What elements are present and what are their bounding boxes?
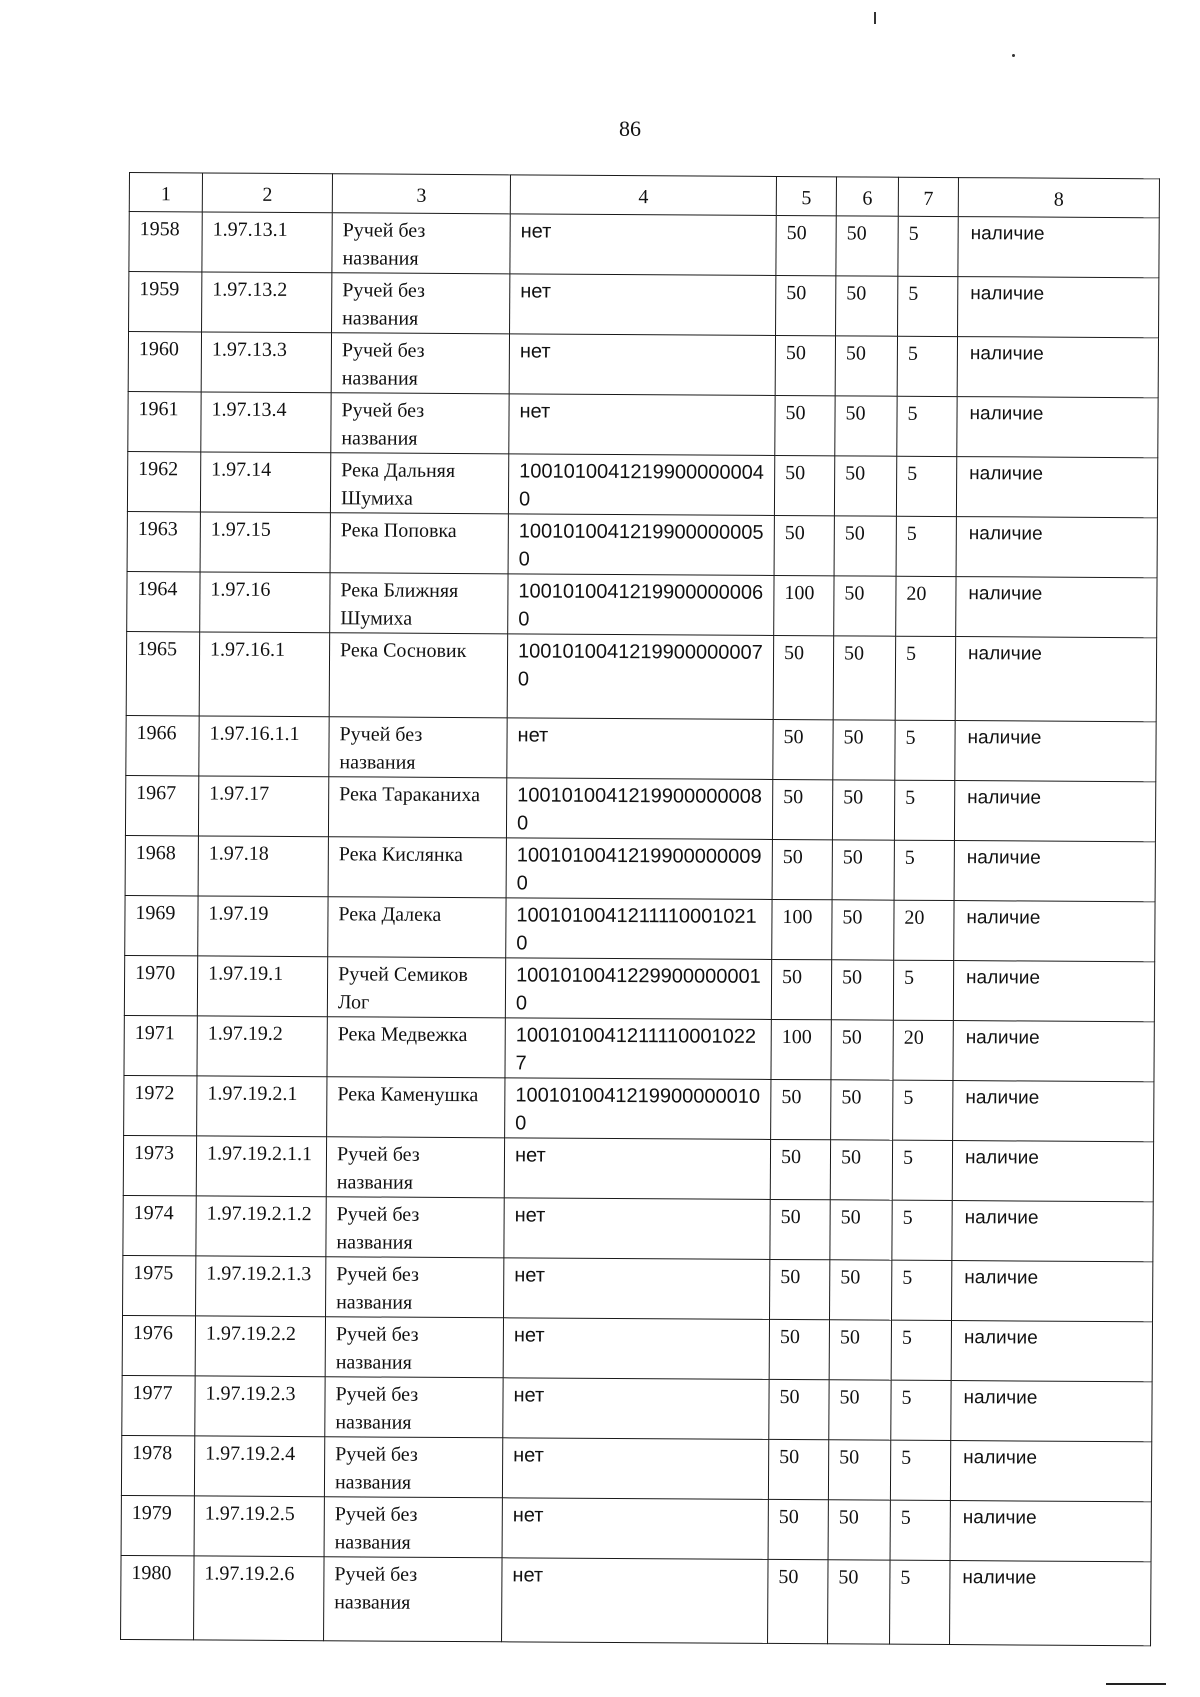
column-5-cell: 50 <box>775 335 835 395</box>
row-number-cell: 1973 <box>123 1135 196 1195</box>
column-6-cell: 50 <box>832 780 894 840</box>
water-body-code-cell: нет <box>504 1258 770 1320</box>
column-header-7: 7 <box>898 177 958 216</box>
column-6-cell: 50 <box>832 900 894 960</box>
table-row <box>128 332 1158 398</box>
column-5-cell: 50 <box>773 719 833 779</box>
registry-id-cell: 1.97.19.2.5 <box>194 1496 324 1557</box>
presence-cell: наличие <box>951 1321 1152 1382</box>
presence-cell: наличие <box>955 637 1157 722</box>
registry-id-cell: 1.97.15 <box>200 512 330 573</box>
row-number-cell: 1959 <box>129 272 202 332</box>
water-body-name-cell: Река Тараканиха <box>328 777 506 838</box>
water-body-code-cell: 10010100412111100010227 <box>505 1018 771 1080</box>
table-row <box>126 715 1156 781</box>
column-6-cell: 50 <box>830 1140 892 1200</box>
column-5-cell: 50 <box>772 839 832 899</box>
table-row <box>124 955 1154 1021</box>
registry-id-cell: 1.97.19.2.1.3 <box>196 1256 326 1317</box>
presence-cell: наличие <box>952 1201 1153 1262</box>
row-number-cell: 1969 <box>125 895 198 955</box>
water-body-code-cell: 10010100412199000000050 <box>508 514 774 576</box>
registry-id-cell: 1.97.19 <box>198 896 328 957</box>
registry-id-cell: 1.97.18 <box>198 836 328 897</box>
water-body-name-cell: Ручей без названия <box>326 1137 504 1198</box>
table-row <box>126 631 1156 721</box>
table-header <box>129 173 1159 218</box>
row-number-cell: 1961 <box>128 391 201 451</box>
table-row <box>121 1435 1151 1501</box>
water-body-code-cell: 10010100412199000000040 <box>508 454 774 516</box>
row-number-cell: 1960 <box>128 332 201 392</box>
water-body-code-cell: нет <box>509 394 775 456</box>
column-5-cell: 50 <box>768 1559 829 1643</box>
column-5-cell: 50 <box>776 215 836 275</box>
table-row <box>125 835 1155 901</box>
water-body-code-cell: 10010100412199000000090 <box>506 838 772 900</box>
water-body-code-cell: 10010100412111100010210 <box>506 898 772 960</box>
column-6-cell: 50 <box>829 1320 891 1380</box>
scan-speck <box>1012 54 1015 57</box>
presence-cell: наличие <box>956 457 1157 518</box>
registry-id-cell: 1.97.13.1 <box>202 212 332 273</box>
table-row <box>121 1555 1151 1645</box>
column-6-cell: 50 <box>833 636 896 720</box>
column-7-cell: 5 <box>892 1200 952 1260</box>
water-body-code-cell: нет <box>510 214 776 276</box>
water-body-code-cell: нет <box>502 1498 768 1560</box>
column-7-cell: 5 <box>890 1500 950 1560</box>
presence-cell: наличие <box>952 1141 1153 1202</box>
table-row <box>124 1075 1154 1141</box>
presence-cell: наличие <box>954 901 1155 962</box>
column-7-cell: 5 <box>896 516 956 576</box>
page-number: 86 <box>619 116 641 141</box>
presence-cell: наличие <box>951 1381 1152 1442</box>
column-header-6: 6 <box>836 177 898 216</box>
water-body-code-cell: нет <box>503 1318 769 1380</box>
water-body-name-cell: Река Далека <box>328 897 506 958</box>
registry-id-cell: 1.97.19.2.3 <box>195 1376 325 1437</box>
water-body-name-cell: Ручей без названия <box>331 333 509 394</box>
row-number-cell: 1966 <box>126 715 199 775</box>
table-row <box>123 1135 1153 1201</box>
water-body-code-cell: нет <box>503 1378 769 1440</box>
row-number-cell: 1975 <box>123 1255 196 1315</box>
registry-id-cell: 1.97.19.2.1.1 <box>196 1136 326 1197</box>
column-7-cell: 5 <box>890 1440 950 1500</box>
water-body-name-cell: Река Медвежка <box>327 1017 505 1078</box>
water-body-name-cell: Ручей без названия <box>326 1257 504 1318</box>
presence-cell: наличие <box>954 781 1155 842</box>
registry-id-cell: 1.97.19.2 <box>197 1016 327 1077</box>
column-6-cell: 50 <box>831 1080 893 1140</box>
column-5-cell: 50 <box>774 515 834 575</box>
row-number-cell: 1963 <box>127 511 200 571</box>
column-5-cell: 50 <box>770 1259 830 1319</box>
water-body-code-cell: 10010100412199000000080 <box>506 778 772 840</box>
column-7-cell: 5 <box>892 1260 952 1320</box>
water-body-code-cell: 10010100412299000000010 <box>505 958 771 1020</box>
registry-id-cell: 1.97.19.2.6 <box>194 1556 325 1641</box>
column-5-cell: 100 <box>771 1019 831 1079</box>
water-body-name-cell: Ручей Семиков Лог <box>327 957 505 1018</box>
column-5-cell: 100 <box>772 899 832 959</box>
water-bodies-table <box>120 172 1160 1646</box>
water-body-code-cell: нет <box>502 1558 769 1644</box>
water-body-code-cell: нет <box>504 1138 770 1200</box>
presence-cell: наличие <box>950 1441 1151 1502</box>
water-body-name-cell: Река Поповка <box>330 513 508 574</box>
presence-cell: наличие <box>957 337 1158 398</box>
column-6-cell: 50 <box>834 456 896 516</box>
column-5-cell: 50 <box>768 1439 828 1499</box>
table-row <box>121 1495 1151 1561</box>
column-header-5: 5 <box>776 176 836 215</box>
column-header-4: 4 <box>510 175 776 216</box>
water-body-name-cell: Ручей без названия <box>324 1557 503 1642</box>
presence-cell: наличие <box>955 721 1156 782</box>
footer-rule <box>1106 1683 1166 1685</box>
presence-cell: наличие <box>953 1081 1154 1142</box>
column-5-cell: 50 <box>769 1319 829 1379</box>
column-7-cell: 20 <box>896 576 956 636</box>
water-body-name-cell: Ручей без названия <box>332 213 510 274</box>
table-row <box>122 1315 1152 1381</box>
column-5-cell: 50 <box>774 455 834 515</box>
row-number-cell: 1962 <box>127 451 200 511</box>
presence-cell: наличие <box>950 1561 1152 1646</box>
water-body-name-cell: Ручей без названия <box>326 1197 504 1258</box>
column-5-cell: 50 <box>776 275 836 335</box>
table-row <box>128 391 1158 457</box>
column-6-cell: 50 <box>831 1020 893 1080</box>
column-6-cell: 50 <box>830 1200 892 1260</box>
column-5-cell: 50 <box>768 1499 828 1559</box>
water-body-name-cell: Ручей без названия <box>325 1377 503 1438</box>
presence-cell: наличие <box>953 961 1154 1022</box>
column-5-cell: 50 <box>771 1079 831 1139</box>
column-6-cell: 50 <box>835 396 897 456</box>
row-number-cell: 1976 <box>122 1315 195 1375</box>
table-row <box>123 1255 1153 1321</box>
column-7-cell: 5 <box>891 1380 951 1440</box>
column-header-1: 1 <box>129 173 202 212</box>
column-7-cell: 5 <box>898 276 958 336</box>
water-body-name-cell: Река Каменушка <box>327 1077 505 1138</box>
water-body-name-cell: Ручей без названия <box>331 393 509 454</box>
column-6-cell: 50 <box>836 276 898 336</box>
table-body <box>121 212 1160 1646</box>
water-body-code-cell: нет <box>504 1198 770 1260</box>
row-number-cell: 1980 <box>121 1555 195 1639</box>
column-6-cell: 50 <box>828 1440 890 1500</box>
registry-id-cell: 1.97.16.1.1 <box>199 716 329 777</box>
registry-id-cell: 1.97.19.2.1.2 <box>196 1196 326 1257</box>
registry-id-cell: 1.97.19.2.1 <box>197 1076 327 1137</box>
presence-cell: наличие <box>953 1021 1154 1082</box>
header-row <box>129 173 1159 218</box>
scan-mark <box>874 12 876 24</box>
column-7-cell: 5 <box>893 960 953 1020</box>
table-row <box>124 1015 1154 1081</box>
column-6-cell: 50 <box>830 1260 892 1320</box>
water-body-name-cell: Ручей без названия <box>325 1317 503 1378</box>
column-7-cell: 5 <box>895 720 955 780</box>
water-body-code-cell: нет <box>510 274 776 336</box>
column-6-cell: 50 <box>833 720 895 780</box>
registry-id-cell: 1.97.13.3 <box>201 332 331 393</box>
column-6-cell: 50 <box>828 1500 890 1560</box>
column-6-cell: 50 <box>831 960 893 1020</box>
presence-cell: наличие <box>950 1501 1151 1562</box>
row-number-cell: 1968 <box>125 835 198 895</box>
water-body-name-cell: Река Дальняя Шумиха <box>330 453 508 514</box>
row-number-cell: 1974 <box>123 1195 196 1255</box>
row-number-cell: 1971 <box>124 1015 197 1075</box>
water-body-name-cell: Ручей без названия <box>324 1437 502 1498</box>
column-5-cell: 100 <box>774 575 834 635</box>
water-body-code-cell: нет <box>509 334 775 396</box>
column-6-cell: 50 <box>834 516 896 576</box>
water-body-name-cell: Река Ближняя Шумиха <box>330 573 508 634</box>
column-7-cell: 5 <box>896 456 956 516</box>
water-bodies-table-wrapper <box>120 172 1159 1646</box>
water-body-name-cell: Ручей без названия <box>332 273 510 334</box>
registry-id-cell: 1.97.14 <box>200 452 330 513</box>
column-7-cell: 5 <box>892 1140 952 1200</box>
presence-cell: наличие <box>958 217 1159 278</box>
column-header-3: 3 <box>332 174 510 214</box>
row-number-cell: 1958 <box>129 212 202 272</box>
column-5-cell: 50 <box>769 1379 829 1439</box>
column-7-cell: 20 <box>893 1020 953 1080</box>
water-body-code-cell: 10010100412199000000100 <box>505 1078 771 1140</box>
column-7-cell: 5 <box>898 216 958 276</box>
column-6-cell: 50 <box>828 1560 891 1644</box>
row-number-cell: 1979 <box>121 1495 194 1555</box>
water-body-name-cell: Ручей без названия <box>329 717 507 778</box>
column-6-cell: 50 <box>832 840 894 900</box>
table-row <box>129 272 1159 338</box>
column-7-cell: 5 <box>893 1080 953 1140</box>
registry-id-cell: 1.97.17 <box>198 776 328 837</box>
registry-id-cell: 1.97.16 <box>200 572 330 633</box>
column-header-8: 8 <box>958 178 1159 218</box>
water-body-code-cell: 10010100412199000000060 <box>508 574 774 636</box>
water-body-code-cell: нет <box>507 718 773 780</box>
column-7-cell: 5 <box>894 780 954 840</box>
presence-cell: наличие <box>954 841 1155 902</box>
table-row <box>125 895 1155 961</box>
column-7-cell: 5 <box>890 1560 951 1644</box>
registry-id-cell: 1.97.13.2 <box>202 272 332 333</box>
presence-cell: наличие <box>956 577 1157 638</box>
column-5-cell: 50 <box>770 1199 830 1259</box>
water-body-code-cell: нет <box>502 1438 768 1500</box>
column-5-cell: 50 <box>775 395 835 455</box>
presence-cell: наличие <box>958 277 1159 338</box>
table-row <box>125 775 1155 841</box>
row-number-cell: 1972 <box>124 1075 197 1135</box>
column-7-cell: 5 <box>894 840 954 900</box>
table-row <box>127 511 1157 577</box>
water-body-name-cell: Река Кислянка <box>328 837 506 898</box>
row-number-cell: 1978 <box>121 1435 194 1495</box>
row-number-cell: 1970 <box>124 955 197 1015</box>
column-7-cell: 5 <box>891 1320 951 1380</box>
table-row <box>122 1375 1152 1441</box>
column-6-cell: 50 <box>834 576 896 636</box>
table-row <box>127 451 1157 517</box>
column-header-2: 2 <box>202 173 332 213</box>
column-7-cell: 5 <box>895 636 956 720</box>
water-body-name-cell: Ручей без названия <box>324 1497 502 1558</box>
column-5-cell: 50 <box>773 635 834 719</box>
column-6-cell: 50 <box>836 216 898 276</box>
column-5-cell: 50 <box>770 1139 830 1199</box>
row-number-cell: 1964 <box>127 571 200 631</box>
row-number-cell: 1965 <box>126 631 200 715</box>
column-5-cell: 50 <box>772 779 832 839</box>
presence-cell: наличие <box>957 397 1158 458</box>
row-number-cell: 1967 <box>125 775 198 835</box>
water-body-name-cell: Река Сосновик <box>329 633 508 718</box>
column-5-cell: 50 <box>771 959 831 1019</box>
column-6-cell: 50 <box>829 1380 891 1440</box>
registry-id-cell: 1.97.19.2.2 <box>195 1316 325 1377</box>
row-number-cell: 1977 <box>122 1375 195 1435</box>
registry-id-cell: 1.97.13.4 <box>201 392 331 453</box>
registry-id-cell: 1.97.19.1 <box>197 956 327 1017</box>
column-7-cell: 20 <box>894 900 954 960</box>
table-row <box>129 212 1159 278</box>
registry-id-cell: 1.97.16.1 <box>199 632 330 717</box>
presence-cell: наличие <box>956 517 1157 578</box>
column-7-cell: 5 <box>897 336 957 396</box>
column-6-cell: 50 <box>835 336 897 396</box>
table-row <box>123 1195 1153 1261</box>
table-row <box>127 571 1157 637</box>
registry-id-cell: 1.97.19.2.4 <box>194 1436 324 1497</box>
water-body-code-cell: 10010100412199000000070 <box>507 634 774 720</box>
presence-cell: наличие <box>951 1261 1152 1322</box>
column-7-cell: 5 <box>897 396 957 456</box>
